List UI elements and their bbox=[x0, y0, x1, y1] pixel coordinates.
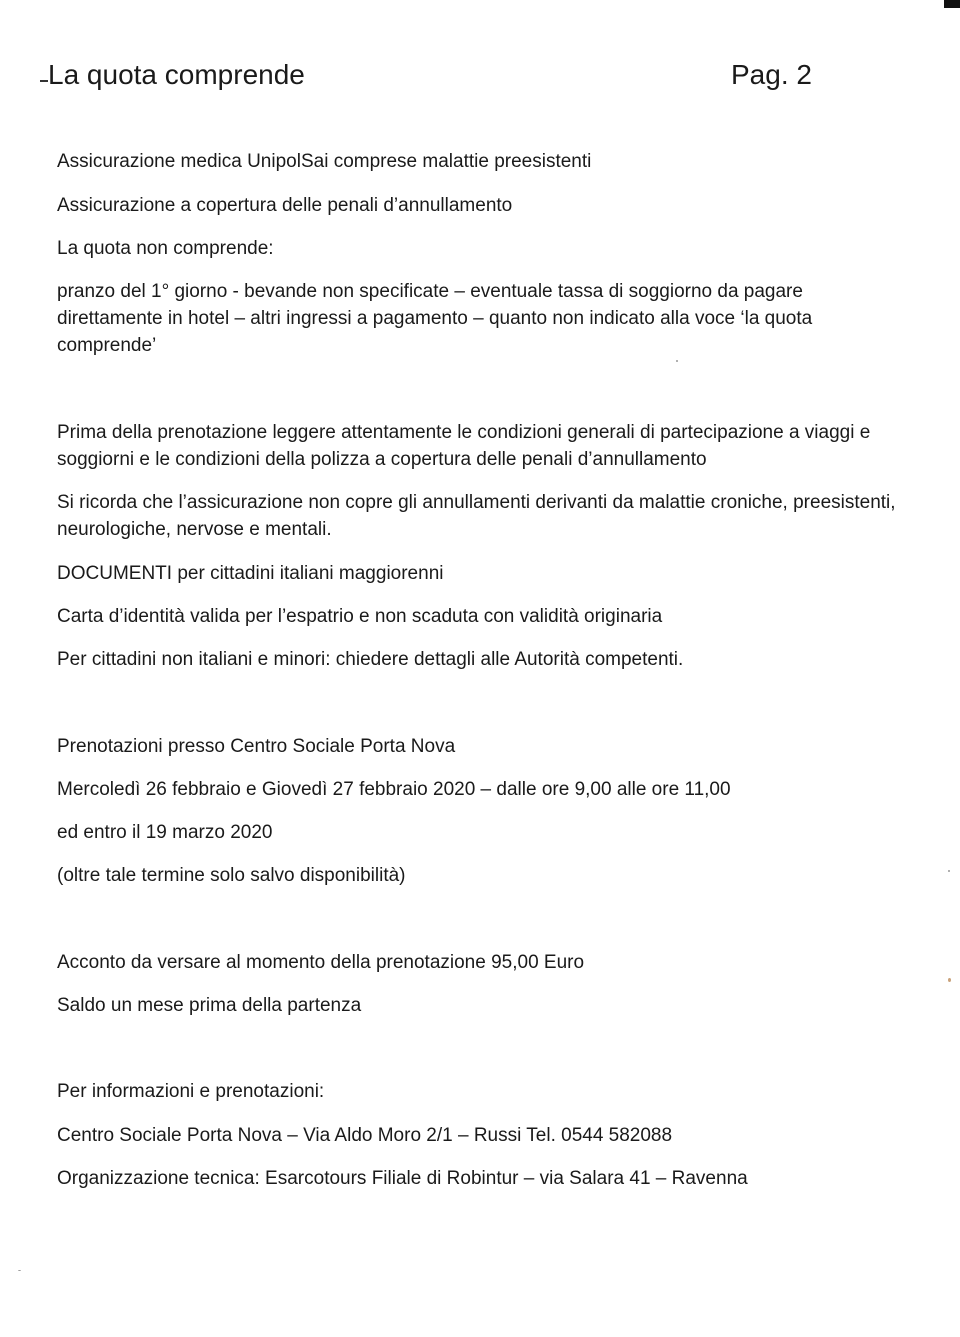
documents-id-card: Carta d’identità valida per l’espatrio e non scaduta con validità originaria bbox=[57, 606, 663, 627]
deposit-amount: Acconto da versare al momento della prenotazione 95,00 Euro bbox=[57, 952, 585, 973]
documents-heading: DOCUMENTI per cittadini italiani maggiorenni bbox=[57, 563, 444, 584]
scan-speck bbox=[948, 870, 950, 872]
documents-foreign-minors: Per cittadini non italiani e minori: chiedere dettagli alle Autorità competenti. bbox=[57, 649, 684, 670]
balance-note: Saldo un mese prima della partenza bbox=[57, 995, 362, 1016]
included-item-medical-insurance: Assicurazione medica UnipolSai comprese malattie preesistenti bbox=[57, 151, 592, 172]
scan-speck bbox=[18, 1270, 21, 1271]
scan-speck bbox=[948, 978, 951, 982]
info-heading: Per informazioni e prenotazioni: bbox=[57, 1081, 325, 1102]
margin-dash bbox=[40, 80, 48, 82]
booking-availability-note: (oltre tale termine solo salvo disponibilità) bbox=[57, 865, 406, 886]
page-number: Pag. 2 bbox=[731, 59, 812, 90]
scan-edge-mark bbox=[944, 0, 960, 8]
not-included-text: pranzo del 1° giorno - bevande non specificate – eventuale tassa di soggiorno da pagare direttamente in hotel – altri ingressi a pagamento – quanto non indicato alla voce ‘la quota comprende’ bbox=[57, 281, 813, 356]
included-item-cancellation-insurance: Assicurazione a copertura delle penali d’annullamento bbox=[57, 195, 513, 216]
scan-speck bbox=[676, 360, 678, 362]
technical-organizer: Organizzazione tecnica: Esarcotours Filiale di Robintur – via Salara 41 – Ravenna bbox=[57, 1168, 748, 1189]
not-included-heading: La quota non comprende: bbox=[57, 238, 274, 259]
page-title: La quota comprende bbox=[48, 59, 305, 90]
contact-address: Centro Sociale Porta Nova – Via Aldo Moro 2/1 – Russi Tel. 0544 582088 bbox=[57, 1125, 673, 1146]
insurance-note: Si ricorda che l’assicurazione non copre gli annullamenti derivanti da malattie croniche, preesistenti, neurologiche, nervose e mentali. bbox=[57, 492, 896, 540]
conditions-note: Prima della prenotazione leggere attentamente le condizioni generali di partecipazione a viaggi e soggiorni e le condizioni della polizza a copertura delle penali d’annullamento bbox=[57, 422, 871, 470]
booking-deadline: ed entro il 19 marzo 2020 bbox=[57, 822, 273, 843]
booking-dates: Mercoledì 26 febbraio e Giovedì 27 febbraio 2020 – dalle ore 9,00 alle ore 11,00 bbox=[57, 779, 731, 800]
booking-place: Prenotazioni presso Centro Sociale Porta Nova bbox=[57, 736, 456, 757]
